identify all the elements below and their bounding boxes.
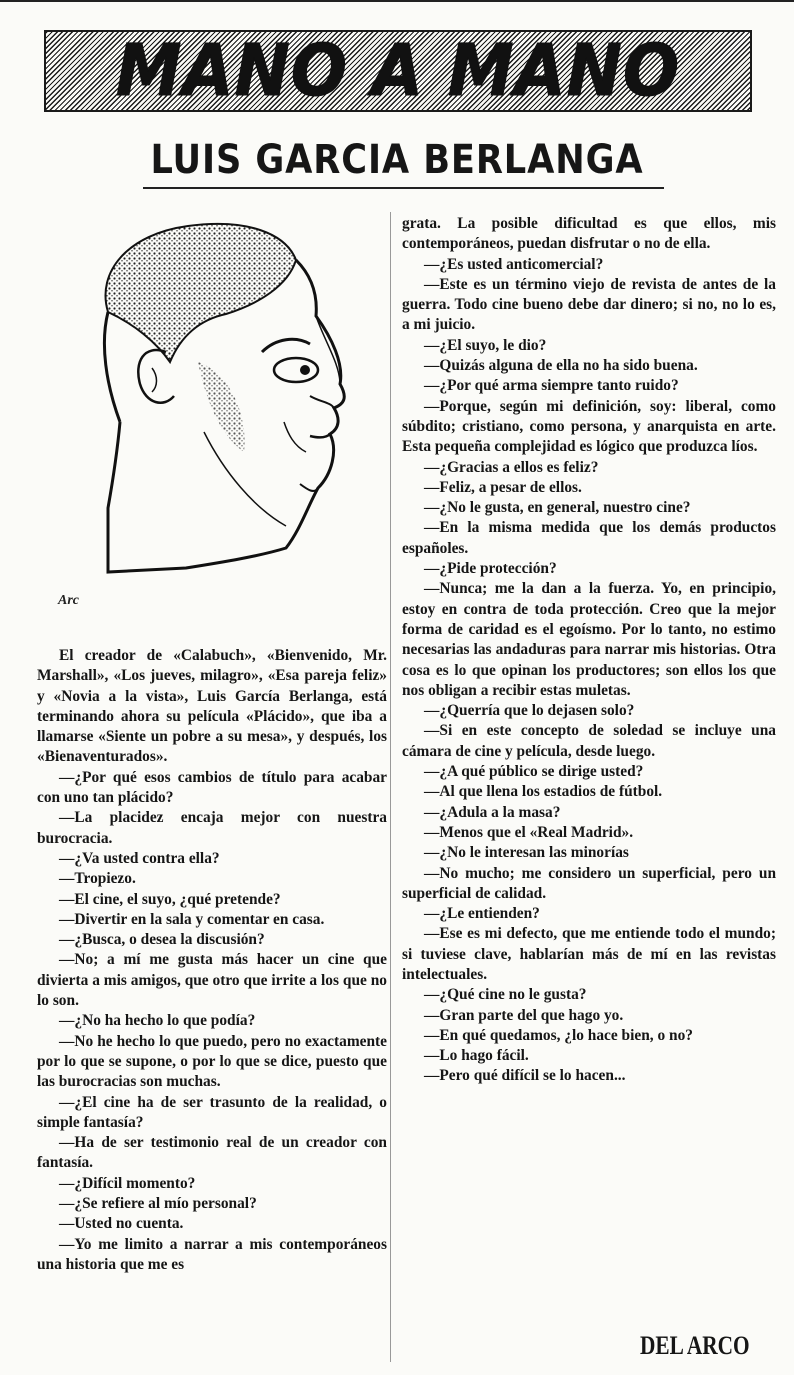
article-paragraph: —¿Pide protección? (424, 560, 557, 578)
article-paragraph: —¿Es usted anticomercial? (424, 255, 604, 273)
article-paragraph: —¿Por qué esos cambios de título para acabar con uno tan plácido? (37, 768, 387, 807)
article-paragraph: —¿A qué público se dirige usted? (424, 763, 644, 781)
article-paragraph: —¿No ha hecho lo que podía? (59, 1012, 256, 1030)
article-paragraph: —Feliz, a pesar de ellos. (424, 478, 582, 496)
article-paragraph: —Menos que el «Real Madrid». (424, 823, 634, 841)
article-paragraph: —¿No le interesan las minorías (424, 844, 629, 862)
column-divider (390, 212, 391, 1362)
article-paragraph: —¿Gracias a ellos es feliz? (424, 458, 599, 476)
article-paragraph: —¿Adula a la masa? (424, 803, 561, 821)
article-paragraph: —Quizás alguna de ella no ha sido buena. (424, 357, 698, 375)
article-paragraph: —¿Busca, o desea la discusión? (59, 931, 265, 949)
illustrator-signature: Arc (58, 593, 79, 608)
article-paragraph: —¿Por qué arma siempre tanto ruido? (424, 377, 679, 395)
article-paragraph: —Divertir en la sala y comentar en casa. (59, 910, 325, 928)
article-paragraph: —Gran parte del que hago yo. (424, 1006, 624, 1024)
article-paragraph: —Yo me limito a narrar a mis contemporáneos una historia que me es (37, 1235, 387, 1273)
article-paragraph: —Tropiezo. (59, 870, 136, 888)
article-paragraph: —No he hecho lo que puedo, pero no exactamente por lo que se supone, o por lo que se dice, puesto que las burocracias son muchas. (37, 1032, 387, 1091)
article-paragraph: —En la misma medida que los demás productos españoles. (402, 519, 776, 557)
article-paragraph: —¿El cine ha de ser trasunto de la realidad, o simple fantasía? (37, 1093, 387, 1131)
article-paragraph: —Al que llena los estadios de fútbol. (424, 783, 663, 801)
section-banner (44, 30, 752, 112)
article-paragraph: —No; a mí me gusta más hacer un cine que divierta a mis amigos, que otro que irrite a los que no lo son. (37, 951, 387, 1010)
article-paragraph: —El cine, el suyo, ¿qué pretende? (59, 890, 281, 908)
article-paragraph: —Nunca; me la dan a la fuerza. Yo, en principio, estoy en contra de toda protección. Creo que la mejor forma de caridad es el egoísmo. Por lo tanto, no estimo necesarias las andaduras para narrar mis historias. Otra cosa es lo que opinan los productores; son ellos los que nos obligan a recibir estas muletas. (402, 580, 776, 699)
section-title: MANO A MANO (115, 28, 681, 113)
article-paragraph: —Porque, según mi definición, soy: liberal, como súbdito; cristiano, como persona, y anarquista en arte. Esta pequeña complejidad es lógico que produzca líos. (402, 397, 776, 456)
article-paragraph: —Pero qué difícil se lo hacen... (424, 1067, 626, 1085)
article-paragraph: —¿Querría que lo dejasen solo? (424, 702, 635, 720)
article-paragraph: —¿El suyo, le dio? (424, 336, 547, 354)
article-paragraph: grata. La posible dificultad es que ellos, mis contemporáneos, puedan disfrutar o no de ella. (402, 215, 776, 253)
article-right-column (402, 214, 776, 1087)
article-paragraph: —¿Qué cine no le gusta? (424, 986, 587, 1004)
article-paragraph: —¿Difícil momento? (59, 1174, 196, 1192)
article-paragraph: —No mucho; me considero un superficial, pero un superficial de calidad. (402, 864, 776, 902)
article-paragraph: —Si en este concepto de soledad se incluye una cámara de cine y película, desde luego. (402, 722, 776, 760)
interviewee-name: LUIS GARCIA BERLANGA (150, 137, 644, 183)
article-paragraph: —¿Se refiere al mío personal? (59, 1195, 257, 1213)
article-paragraph: —Usted no cuenta. (59, 1215, 184, 1233)
article-paragraph: —¿No le gusta, en general, nuestro cine? (424, 499, 691, 517)
article-paragraph: —Este es un término viejo de revista de antes de la guerra. Todo cine bueno debe dar dinero; si no, no lo es, a mi juicio. (402, 275, 776, 334)
author-byline: DEL ARCO (640, 1331, 750, 1360)
article-paragraph: El creador de «Calabuch», «Bienvenido, Mr. Marshall», «Los jueves, milagro», «Esa pareja feliz» y «Novia a la vista», Luis García Berlanga, está terminando ahora su película «Plácido», que iba a llamarse «Siente un pobre a su mesa», y después, los «Bienaventurados». (37, 647, 387, 766)
top-rule (0, 0, 794, 2)
article-paragraph: —En qué quedamos, ¿lo hace bien, o no? (424, 1026, 693, 1044)
article-left-column (37, 646, 387, 1275)
article-paragraph: —¿Le entienden? (424, 905, 540, 923)
article-paragraph: —La placidez encaja mejor con nuestra burocracia. (37, 809, 387, 847)
article-paragraph: —¿Va usted contra ella? (59, 849, 220, 867)
title-underline (143, 187, 664, 189)
caricature-illustration (48, 212, 378, 632)
article-paragraph: —Ha de ser testimonio real de un creador con fantasía. (37, 1134, 387, 1172)
article-paragraph: —Lo hago fácil. (424, 1047, 529, 1065)
article-paragraph: —Ese es mi defecto, que me entiende todo el mundo; si tuviese clave, hablarían más de mí en las revistas intelectuales. (402, 925, 776, 983)
